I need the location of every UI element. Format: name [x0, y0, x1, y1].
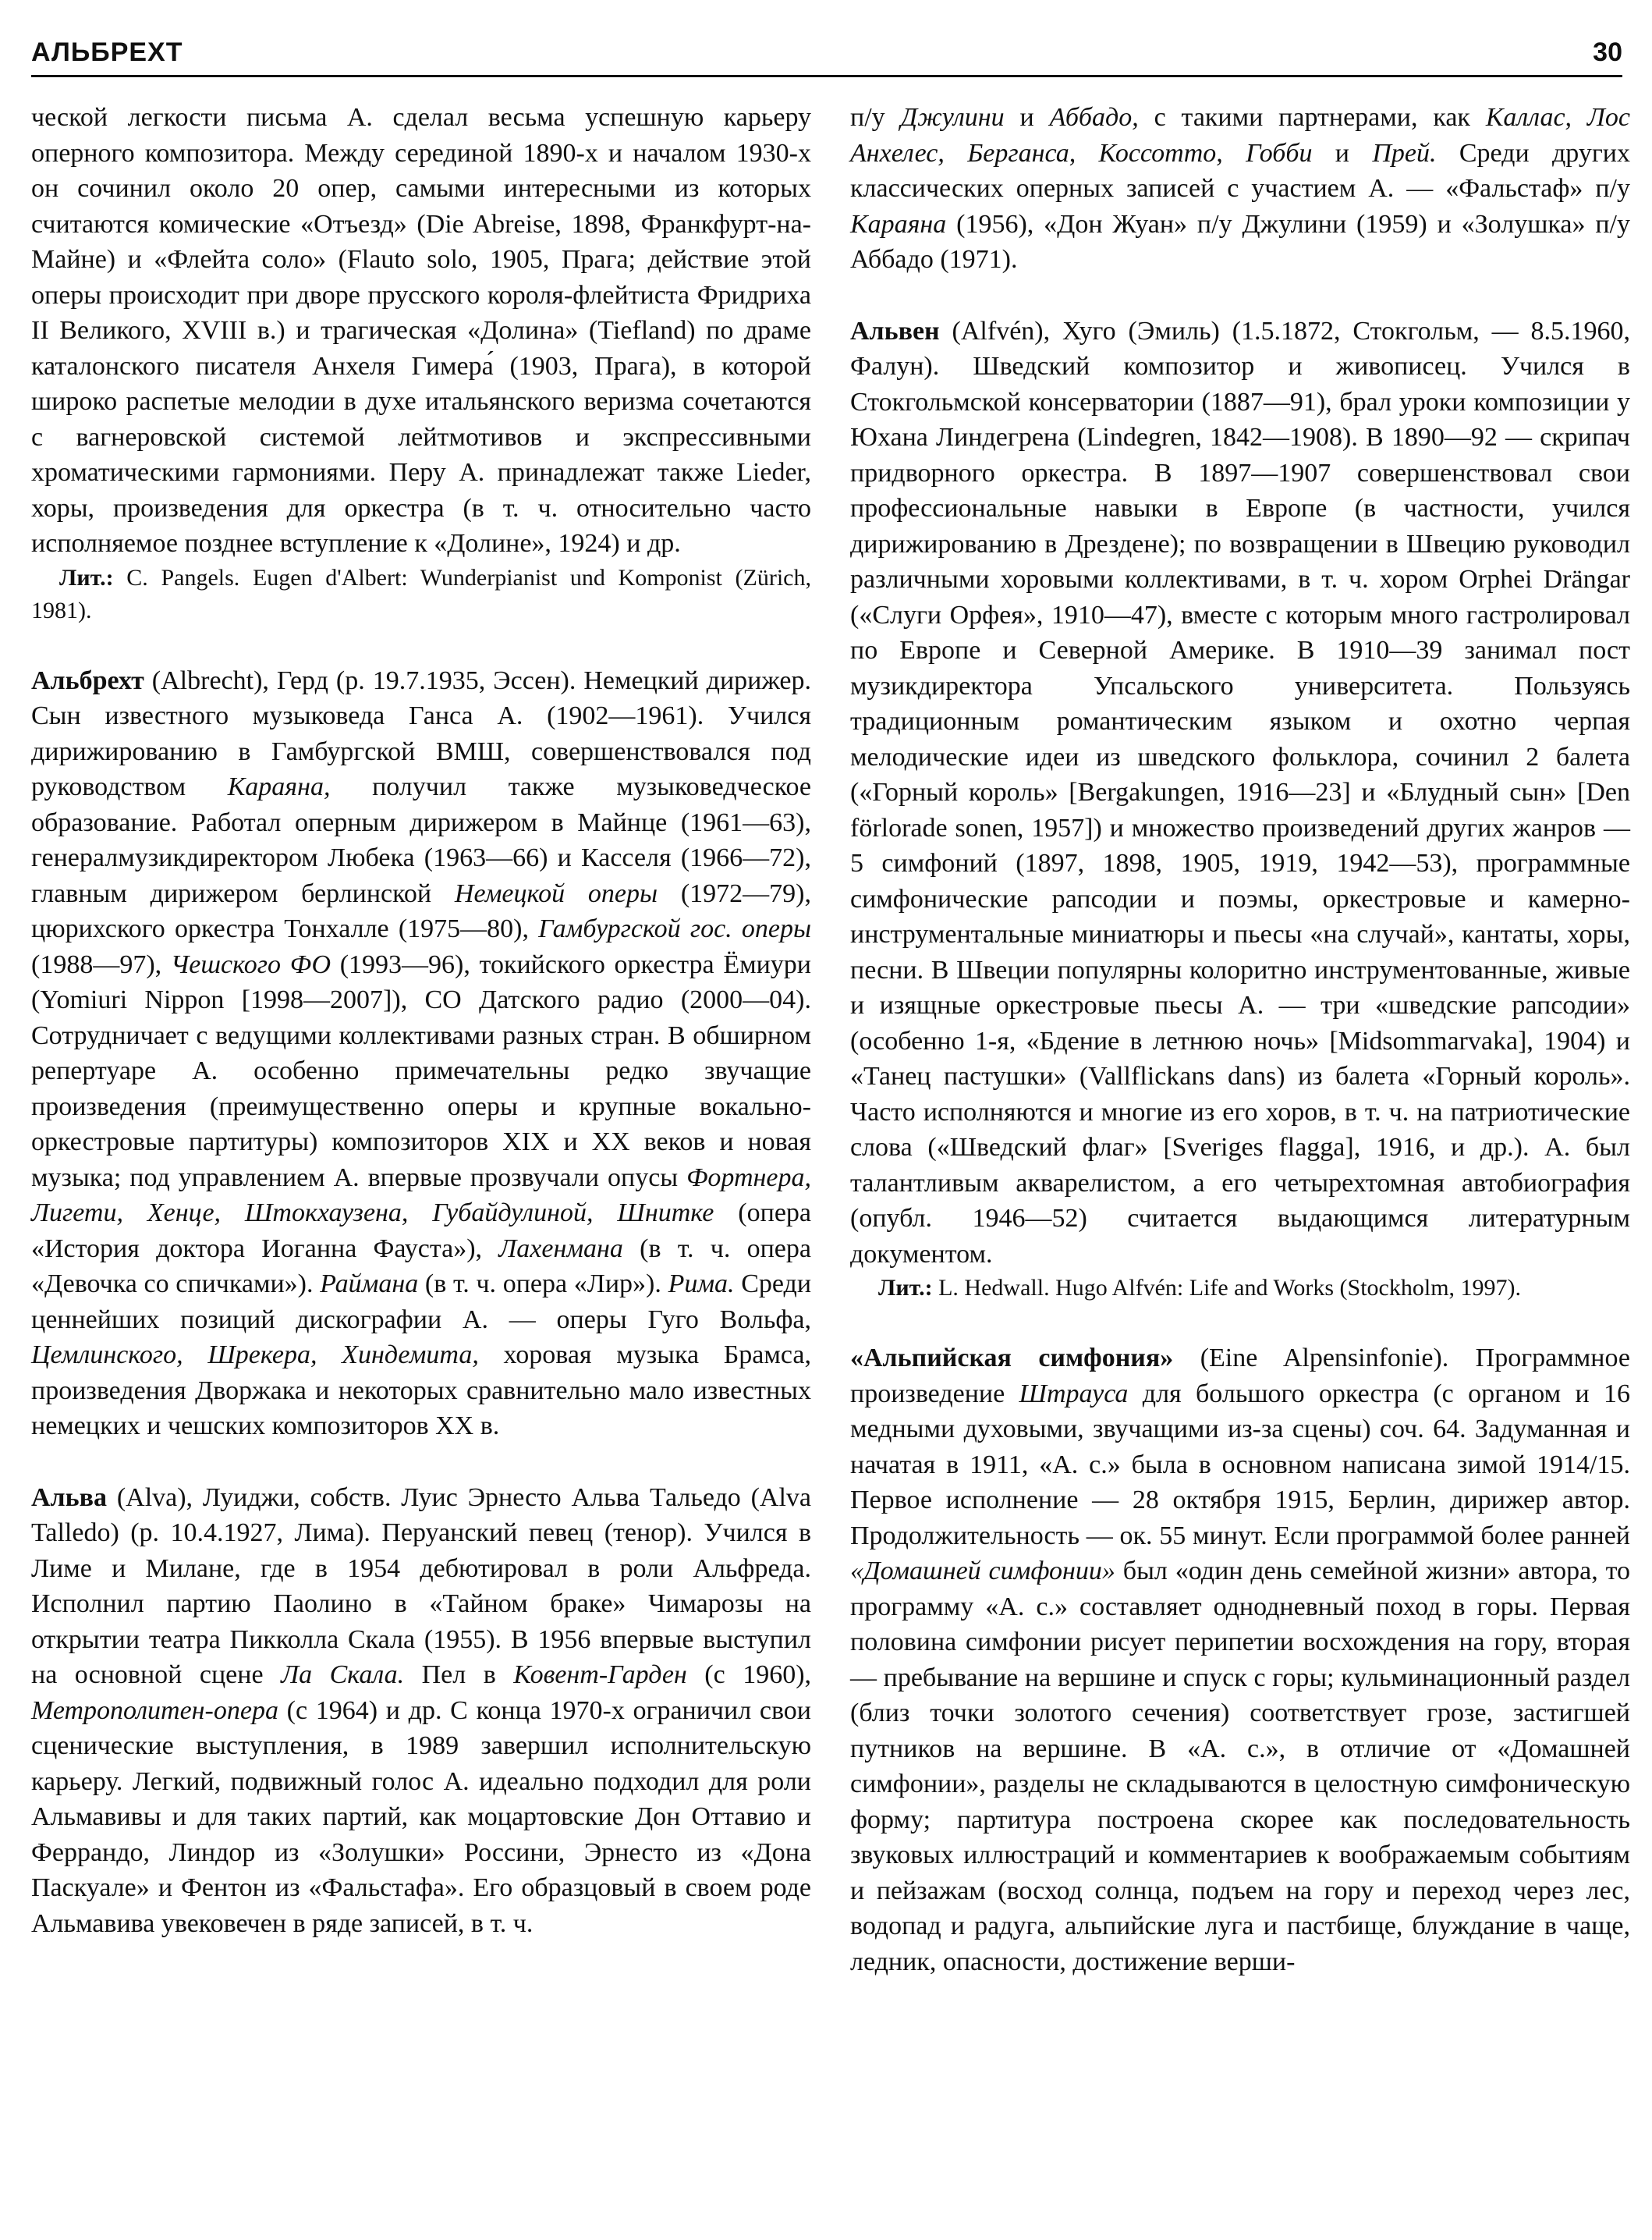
albert-literature: Лит.: C. Pangels. Eugen d'Albert: Wunderpianist und Komponist (Zürich, 1981). — [31, 564, 812, 623]
entry-albert-continuation: ческой легкости письма А. сделал весьма успешную карьеру оперного композитора. Между серединой 1890-х и началом 1930-х он сочинил около 20 опер, самыми интересными из которых считаются комические «Отъезд» (Die Abreise, 1898, Франкфурт-на-Майне) и «Флейта соло» (Flauto solo, 1905, Прага; действие этой оперы происходит при дворе прусского короля-флейтиста Фридриха II Великого, XVIII в.) и трагическая «Долина» (Tiefland) по драме каталонского писателя Анхеля Гимера́ (1903, Прага), в которой широко распетые мелодии в духе итальянского веризма сочетаются с вагнеровской системой лейтмотивов и экспрессивными хроматическими гармониями. Перу А. принадлежат также Lieder, хоры, произведения для оркестра (в т. ч. относительно часто исполняемое позднее вступление к «Долине», 1924) и др. — [31, 103, 811, 558]
page-number: 30 — [1593, 37, 1622, 67]
entry-alfven: Альвен (Alfvén), Хуго (Эмиль) (1.5.1872, Стокгольм, — 8.5.1960, Фалун). Шведский композитор и живописец. Учился в Стокгольмской консерватории (1887—91), брал уроки композиции у Юхана Линдегрена (Lindegren, 1842—1908). В 1890—92 — скрипач придворного оркестра. В 1897—1907 совершенствовал свои профессиональные навыки в Европе (в частности, учился дирижированию в Дрездене); по возвращении в Швецию руководил различными хоровыми коллективами, в т. ч. хором Orphei Drängar («Слуги Орфея», 1910—47), вместе с которым много гастролировал по Европе и Северной Америке. В 1910—39 занимал пост музикдиректора Упсальского университета. Пользуясь традиционным романтическим языком и охотно черпая мелодические идеи из шведского фольклора, сочинил 2 балета («Горный король» [Bergakungen, 1916—23] и «Блудный сын» [Den förlorade sonen, 1957]) и множество произведений других жанров — 5 симфоний (1897, 1898, 1905, 1919, 1942—53), программные симфонические рапсодии и поэмы, оркестровые и камерно-инструментальные миниатюры и пьесы «на случай», кантаты, хоры, песни. В Швеции популярны колоритно инструментованные, живые и изящные оркестровые пьесы А. — три «шведские рапсодии» (особенно 1-я, «Бдение в летнюю ночь» [Midsommarvaka], 1904) и «Танец пастушки» (Vallflickans dans) из балета «Горный король». Часто исполняются и многие из его хоров, в т. ч. на патриотические слова («Шведский флаг» [Sveriges flagga], 1916, и др.). А. был талантливым акварелистом, а его четырехтомная автобиография (опубл. 1946—52) считается выдающимся литературным документом. — [850, 316, 1630, 1269]
running-header — [31, 37, 1622, 77]
right-column — [850, 100, 1630, 1979]
entry-alva-continuation: п/у Джулини и Аббадо, с такими партнерами, как Каллас, Лос Анхелес, Берганса, Коссотто, Гобби и Прей. Среди других классических оперных записей с участием А. — «Фальстаф» п/у Караяна (1956), «Дон Жуан» п/у Джулини (1959) и «Золушка» п/у Аббадо (1971). — [850, 103, 1631, 274]
left-column — [31, 100, 811, 1941]
headword-alfven: Альвен — [850, 316, 940, 346]
headword-albrecht: Альбрехт — [31, 666, 144, 695]
entry-alva: Альва (Alva), Луиджи, собств. Луис Эрнесто Альва Тальедо (Alva Talledo) (р. 10.4.1927, Лима). Перуанский певец (тенор). Учился в Лиме и Милане, где в 1954 дебютировал в роли Альфреда. Исполнил партию Паолино в «Тайном браке» Чимарозы на открытии театра Пикколла Скала (1955). В 1956 впервые выступил на основной сцене Ла Скала. Пел в Ковент-Гарден (с 1960), Метрополитен-опера (с 1964) и др. С конца 1970-х ограничил свои сценические выступления, в 1989 завершил исполнительскую карьеру. Легкий, подвижный голос А. идеально подходил для роли Альмавивы и для таких партий, как моцартовские Дон Оттавио и Феррандо, Линдор из «Золушки» Россини, Эрнесто из «Дона Паскуале» и Фентон из «Фальстафа». Его образцовый в своем роде Альмавива увековечен в ряде записей, в т. ч. — [31, 1482, 812, 1938]
entry-alpine-symphony: «Альпийская симфония» (Eine Alpensinfonie). Программное произведение Штрауса для большого оркестра (с органом и 16 медными духовыми, звучащими из-за сцены) соч. 64. Задуманная и начатая в 1911, «А. с.» была в основном написана зимой 1914/15. Первое исполнение — 28 октября 1915, Берлин, дирижер автор. Продолжительность — ок. 55 минут. Если программой более ранней «Домашней симфонии» был «один день семейной жизни» автора, то программу «А. с.» составляет однодневный поход в горы. Первая половина симфонии рисует перипетии восхождения на гору, вторая — пребывание на вершине и спуск с горы; кульминационный раздел (близ точки золотого сечения) соответствует грозе, застигшей путников на вершине. В «А. с.», в отличие от «Домашней симфонии», разделы не складываются в целостную симфоническую форму; партитура построена скорее как последовательность звуковых иллюстраций и комментариев к воображаемым событиям и пейзажам (восход солнца, подъем на гору и переход через лес, водопад и радуга, альпийские луга и пастбище, блуждание в чаще, ледник, опасности, достижение верши- — [850, 1344, 1631, 1976]
headword-alva: Альва — [31, 1482, 107, 1512]
alfven-literature: Лит.: L. Hedwall. Hugo Alfvén: Life and Works (Stockholm, 1997). — [878, 1275, 1522, 1301]
entry-albrecht: Альбрехт (Albrecht), Герд (р. 19.7.1935, Эссен). Немецкий дирижер. Сын известного музыковеда Ганса А. (1902—1961). Учился дирижированию в Гамбургской ВМШ, совершенствовался под руководством Караяна, получил также музыковедческое образование. Работал оперным дирижером в Майнце (1961—63), генералмузикдиректором Любека (1963—66) и Касселя (1966—72), главным дирижером берлинской Немецкой оперы (1972—79), цюрихского оркестра Тонхалле (1975—80), Гамбургской гос. оперы (1988—97), Чешского ФО (1993—96), токийского оркестра Ёмиури (Yomiuri Nippon [1998—2007]), СО Датского радио (2000—04). Сотрудничает с ведущими коллективами разных стран. В обширном репертуаре А. особенно примечательны редко звучащие произведения (преимущественно оперы и крупные вокально-оркестровые партитуры) композиторов XIX и XX веков и новая музыка; под управлением А. впервые прозвучали опусы Фортнера, Лигети, Хенце, Штокхаузена, Губайдулиной, Шнитке (опера «История доктора Иоганна Фауста»), Лахенмана (в т. ч. опера «Девочка со спичками»). Раймана (в т. ч. опера «Лир»). Рима. Среди ценнейших позиций дискографии А. — оперы Гуго Вольфа, Цемлинского, Шрекера, Хиндемита, хоровая музыка Брамса, произведения Дворжака и некоторых сравнительно мало известных немецких и чешских композиторов XX в. — [31, 666, 812, 1440]
running-head: АЛЬБРЕХТ — [31, 37, 183, 67]
headword-alpine-symphony: «Альпийская симфония» — [850, 1344, 1174, 1372]
